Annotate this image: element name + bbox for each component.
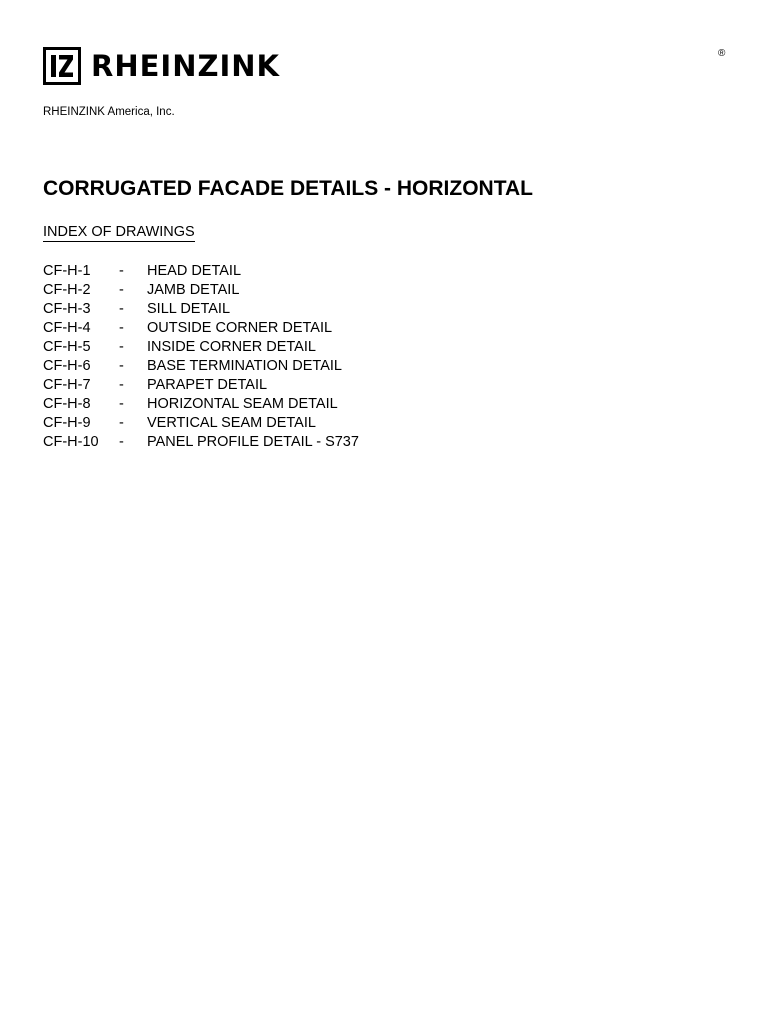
drawing-separator: - [119, 358, 124, 374]
drawing-separator: - [119, 320, 124, 336]
drawing-code: CF-H-5 [43, 339, 91, 355]
drawing-item [43, 338, 359, 357]
drawing-item [43, 262, 359, 281]
drawing-code: CF-H-7 [43, 377, 91, 393]
drawing-separator: - [119, 282, 124, 298]
drawing-name: BASE TERMINATION DETAIL [147, 358, 342, 374]
drawing-item [43, 395, 359, 414]
drawing-item [43, 357, 359, 376]
drawing-item [43, 433, 359, 452]
drawing-name: JAMB DETAIL [147, 282, 240, 298]
drawing-separator: - [119, 301, 124, 317]
drawing-name: HORIZONTAL SEAM DETAIL [147, 396, 338, 412]
drawing-code: CF-H-10 [43, 434, 99, 450]
drawing-code: CF-H-3 [43, 301, 91, 317]
drawing-code: CF-H-6 [43, 358, 91, 374]
drawing-separator: - [119, 263, 124, 279]
drawing-code: CF-H-8 [43, 396, 91, 412]
drawing-name: SILL DETAIL [147, 301, 231, 317]
drawing-item [43, 414, 359, 433]
drawing-code: CF-H-2 [43, 282, 91, 298]
drawing-name: VERTICAL SEAM DETAIL [147, 415, 316, 431]
drawing-name: PARAPET DETAIL [147, 377, 268, 393]
drawing-name: OUTSIDE CORNER DETAIL [147, 320, 333, 336]
brand-name: RHEINZINK [91, 48, 281, 83]
drawing-name: INSIDE CORNER DETAIL [147, 339, 316, 355]
drawing-code: CF-H-9 [43, 415, 91, 431]
rheinzink-logo-icon [43, 47, 81, 85]
drawing-separator: - [119, 396, 124, 412]
drawing-item [43, 281, 359, 300]
drawing-name: PANEL PROFILE DETAIL - S737 [147, 434, 359, 450]
drawing-index-list [43, 262, 359, 452]
registered-mark: ® [718, 48, 726, 59]
drawing-separator: - [119, 339, 124, 355]
drawing-name: HEAD DETAIL [147, 263, 242, 279]
company-name: RHEINZINK America, Inc. [43, 106, 175, 118]
drawing-item [43, 300, 359, 319]
index-heading: INDEX OF DRAWINGS [43, 224, 195, 240]
drawing-code: CF-H-4 [43, 320, 91, 336]
drawing-item [43, 376, 359, 395]
drawing-code: CF-H-1 [43, 263, 91, 279]
drawing-separator: - [119, 377, 124, 393]
drawing-separator: - [119, 415, 124, 431]
document-title: CORRUGATED FACADE DETAILS - HORIZONTAL [43, 177, 533, 200]
drawing-separator: - [119, 434, 124, 450]
drawing-item [43, 319, 359, 338]
brand-logo [43, 45, 280, 87]
